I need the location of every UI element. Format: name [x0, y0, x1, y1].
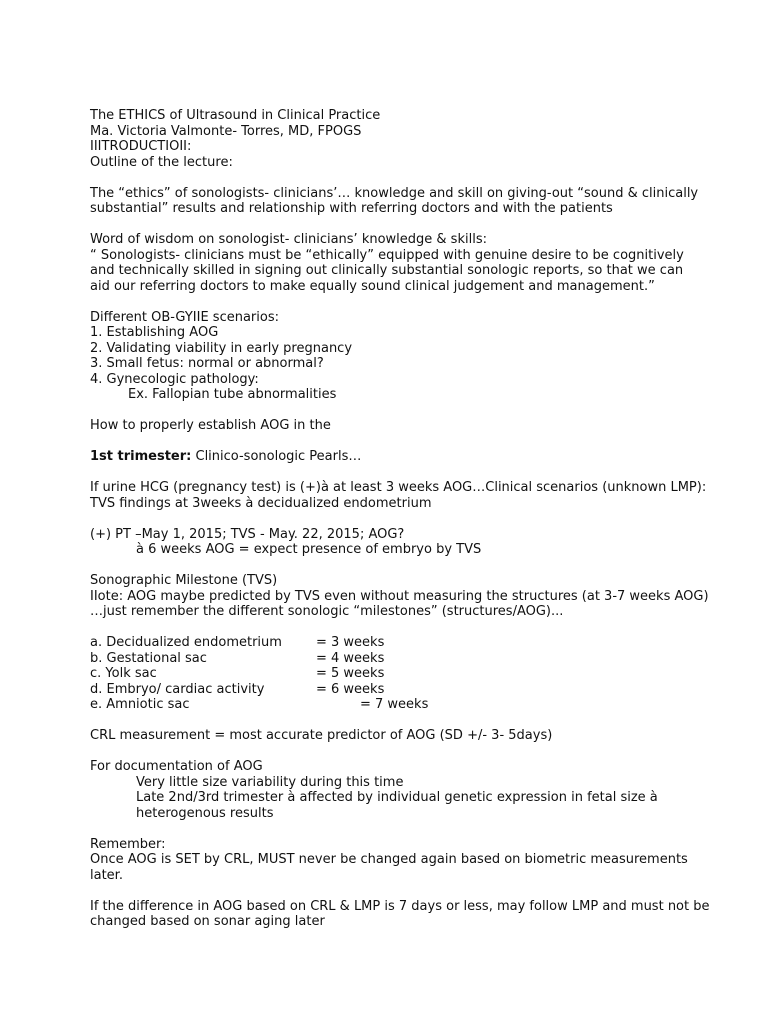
remember-line: later. [90, 867, 123, 883]
spacer [90, 511, 690, 527]
scenario-item: 3. Small fetus: normal or abnormal? [90, 356, 324, 371]
documentation-line: Late 2nd/3rd trimester à affected by individual genetic expression in fetal size à [136, 790, 658, 805]
spacer [90, 713, 690, 729]
milestone-label: b. Gestational sac [90, 650, 207, 666]
wisdom-quote-line: “ Sonologists- clinicians must be “ethically” equipped with genuine desire to be cognitively [90, 247, 684, 263]
document-body [90, 108, 710, 930]
remember-heading: Remember: [90, 836, 166, 852]
milestone-value: = 7 weeks [360, 697, 429, 712]
wisdom-heading: Word of wisdom on sonologist- clinicians’ knowledge & skills: [90, 232, 487, 247]
milestone-label: d. Embryo/ cardiac activity [90, 681, 265, 697]
trimester-line [90, 449, 690, 465]
note-line: …just remember the different sonologic “milestones” (structures/AOG)... [90, 604, 564, 619]
ethics-paragraph-line: substantial” results and relationship with referring doctors and with the patients [90, 201, 613, 216]
spacer [90, 821, 690, 837]
crl-line: CRL measurement = most accurate predictor of AOG (SD +/- 3- 5days) [90, 728, 553, 743]
scenario-item: 1. Establishing AOG [90, 325, 219, 340]
scenario-example: Ex. Fallopian tube abnormalities [128, 387, 337, 402]
milestone-item [90, 697, 690, 713]
milestone-value: = 5 weeks [316, 666, 385, 681]
hcg-line: TVS findings at 3weeks à decidualized endometrium [90, 495, 432, 511]
milestone-item [90, 682, 690, 698]
wisdom-quote-line: aid our referring doctors to make equally sound clinical judgement and management.” [90, 278, 655, 294]
milestone-label: a. Decidualized endometrium [90, 635, 282, 650]
trimester-label: 1st trimester: [90, 449, 192, 464]
documentation-line: heterogenous results [136, 805, 274, 821]
scenario-item: 2. Validating viability in early pregnancy [90, 340, 353, 356]
documentation-heading: For documentation of AOG [90, 759, 263, 774]
trimester-text: Clinico-sonologic Pearls… [191, 449, 362, 464]
milestone-item [90, 651, 690, 667]
spacer [90, 558, 690, 574]
milestone-heading: Sonographic Milestone (TVS) [90, 573, 278, 588]
hcg-line: If urine HCG (pregnancy test) is (+)à at least 3 weeks AOG…Clinical scenarios (unknown LMP): [90, 480, 707, 495]
spacer [90, 170, 690, 186]
section-heading: IIITRODUCTIOII: [90, 139, 192, 154]
milestone-value: = 6 weeks [316, 681, 385, 697]
scenarios-heading: Different OB-GYIIE scenarios: [90, 309, 279, 325]
remember-line: Once AOG is SET by CRL, MUST never be changed again based on biometric measurements [90, 852, 688, 867]
difference-line: changed based on sonar aging later [90, 914, 325, 929]
ethics-paragraph-line: The “ethics” of sonologists- clinicians’… knowledge and skill on giving-out “sound & clinically [90, 185, 699, 201]
difference-line: If the difference in AOG based on CRL & LMP is 7 days or less, may follow LMP and must not be [90, 898, 710, 914]
milestone-item [90, 666, 690, 682]
spacer [90, 465, 690, 481]
document-author: Ma. Victoria Valmonte- Torres, MD, FPOGS [90, 123, 362, 139]
milestone-label: e. Amniotic sac [90, 697, 190, 712]
milestone-value: = 4 weeks [316, 650, 385, 666]
pt-line: (+) PT –May 1, 2015; TVS - May. 22, 2015; AOG? [90, 526, 405, 542]
wisdom-quote-line: and technically skilled in signing out clinically substantial sonologic reports, so that we can [90, 263, 684, 278]
milestone-label: c. Yolk sac [90, 666, 157, 681]
spacer [90, 403, 690, 419]
scenario-item: 4. Gynecologic pathology: [90, 371, 259, 387]
outline-heading: Outline of the lecture: [90, 154, 233, 170]
spacer [90, 883, 690, 899]
milestone-value: = 3 weeks [316, 635, 385, 650]
documentation-line: Very little size variability during this time [136, 774, 404, 790]
spacer [90, 434, 690, 450]
milestone-list [90, 635, 690, 713]
pt-result: à 6 weeks AOG = expect presence of embryo by TVS [136, 542, 482, 557]
spacer [90, 744, 690, 760]
how-to-line: How to properly establish AOG in the [90, 418, 331, 433]
spacer [90, 217, 690, 233]
document-title: The ETHICS of Ultrasound in Clinical Practice [90, 108, 381, 123]
spacer [90, 294, 690, 310]
spacer [90, 620, 690, 636]
note-line: IIote: AOG maybe predicted by TVS even without measuring the structures (at 3-7 weeks AOG) [90, 588, 709, 604]
milestone-item [90, 635, 690, 651]
